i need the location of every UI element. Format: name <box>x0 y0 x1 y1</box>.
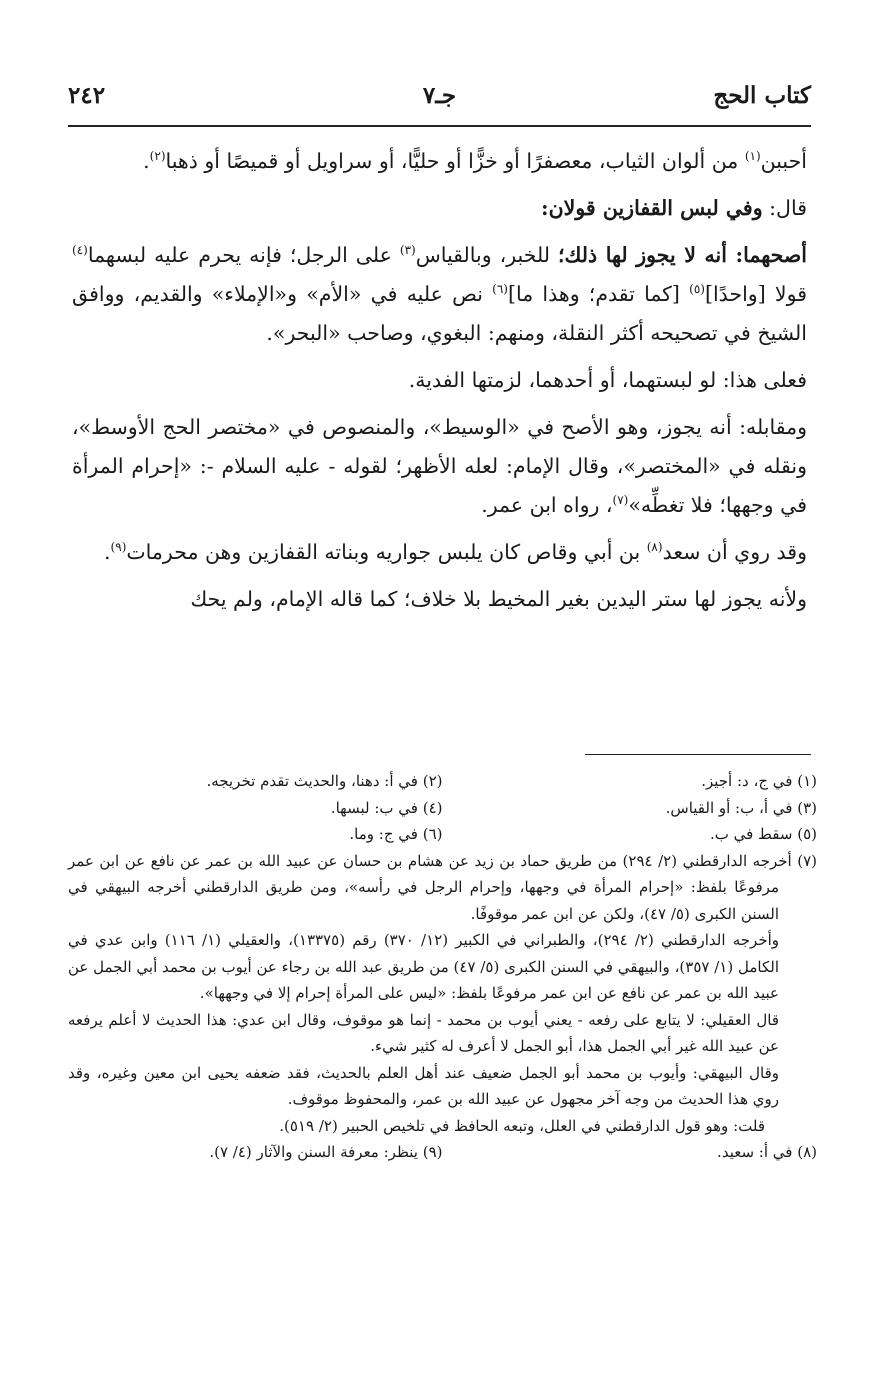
footnote-6: (٦) في ج: وما. <box>349 825 443 843</box>
footnote-separator <box>585 754 811 755</box>
section-heading: وفي لبس القفازين قولان: <box>541 196 763 220</box>
footnote-7: (٧) أخرجه الدارقطني (٢/ ٢٩٤) من طريق حماد بن زيد عن هشام بن حسان عن عبيد الله بن عمر عن نافع عن ابن عمر مرفوعًا بلفظ: «إحرام المرأة في وجهها، وإحرام الرجل في رأسه»، ومن طريق الدارقطني أخرجه البيهقي في السنن الكبرى (٥/ ٤٧)، ولكن عن ابن عمر موقوفًا. <box>68 851 817 923</box>
footnote-ref-4: (٤) <box>72 243 88 258</box>
footnote-ref-5: (٥) <box>689 282 705 297</box>
paragraph-1: أحببن$^{(١)}$ من ألوان الثياب، معصفرًا أو خزًّا أو حليًّا، أو سراويل أو قميصًا أو ذهبا$^{(٢)}$. <box>143 149 807 173</box>
footnote-2: (٢) في أ: دهنا، والحديث تقدم تخريجه. <box>206 772 443 790</box>
footnote-ref-7: (٧) <box>612 493 629 508</box>
paragraph-7: ولأنه يجوز لها ستر اليدين بغير المخيط بلا خلاف؛ كما قاله الإمام، ولم يحك <box>190 587 807 611</box>
footnote-1: (١) في ج، د: أجيز. <box>701 772 817 790</box>
header-rule <box>68 125 811 127</box>
footnote-3: (٣) في أ، ب: أو القياس. <box>665 798 817 817</box>
main-text <box>72 142 807 627</box>
footnote-4: (٤) في ب: لبسها. <box>330 798 443 817</box>
footnote-ref-6: (٦) <box>492 282 508 297</box>
footnote-ref-3: (٣) <box>399 243 416 258</box>
footnote-ref-1: (١) <box>744 149 761 164</box>
footnote-ref-9: (٩) <box>110 540 127 555</box>
footnote-ref-8: (٨) <box>646 540 663 555</box>
page-number: ٢٤٢ <box>68 82 106 109</box>
paragraph-6: وقد روي أن سعد$^{(٨)}$ بن أبي وقاص كان يلبس جواريه وبناته القفازين وهن محرمات$^{(٩)}$. <box>104 540 807 564</box>
footnotes <box>68 768 817 1166</box>
footnote-row <box>68 768 817 795</box>
footnote-9: (٩) ينظر: معرفة السنن والآثار (٤/ ٧). <box>209 1143 443 1161</box>
footnote-7-continued: وأخرجه الدارقطني (٢/ ٢٩٤)، والطبراني في الكبير (١٢/ ٣٧٠) رقم (١٣٣٧٥)، والعقيلي (١/ ١١٦) وابن عدي في الكامل (١/ ٣٥٧)، والبيهقي في السنن الكبرى (٥/ ٤٧) من طريق عبد الله بن رجاء عن أيوب بن محمد أبي الجمل عن عبيد الله بن عمر عن نافع عن ابن عمر مرفوعًا بلفظ: «ليس على المرأة إحرام إلا في وجهها». قال العقيلي: لا يتابع على رفعه - يعني أيوب بن محمد - إنما هو موقوف، وقال ابن عدي: هذا الحديث لا أعلم يرفعه عن عبيد الله غير أبي الجمل هذا، أبو الجمل لا أعرف له كثير شيء. وقال البيهقي: وأيوب بن محمد أبو الجمل ضعيف عند أهل العلم بالحديث، فقد ضعفه يحيى ابن معين وغيره، وقد روي هذا الحديث من وجه آخر مجهول عن عبيد الله بن عمر، والمحفوظ موقوف. قلت: وهو قول الدارقطني في العلل، وتبعه الحافظ في تلخيص الحبير (٢/ ٥١٩). <box>68 931 779 1135</box>
running-title: كتاب الحج <box>713 82 811 109</box>
footnote-row <box>68 821 817 848</box>
footnote-row <box>68 795 817 822</box>
footnote-ref-2: (٢) <box>149 149 166 164</box>
paragraph-3: أصحهما: أنه لا يجوز لها ذلك؛ للخبر، وبالقياس$^{(٣)}$ على الرجل؛ فإنه يحرم عليه لبسهما$^{(٤)}$ قولا [واحدًا]$^{(٥)}$ [كما تقدم؛ وهذا ما]$^{(٦)}$ نص عليه في «الأم» و«الإملاء» والقديم، ووافق الشيخ في تصحيحه أكثر النقلة، ومنهم: البغوي، وصاحب «البحر». <box>72 243 808 345</box>
page-header <box>68 80 811 120</box>
footnote-5: (٥) سقط في ب. <box>709 825 817 843</box>
footnote-8: (٨) في أ: سعيد. <box>717 1143 817 1161</box>
paragraph-2: قال: وفي لبس القفازين قولان: <box>541 196 807 220</box>
paragraph-5: ومقابله: أنه يجوز، وهو الأصح في «الوسيط»، والمنصوص في «مختصر الحج الأوسط»، ونقله في «المختصر»، وقال الإمام: لعله الأظهر؛ لقوله - عليه السلام -: «إحرام المرأة في وجهها؛ فلا تغطِّه»$^{(٧)}$، رواه ابن عمر. <box>72 415 807 517</box>
footnote-row <box>68 1139 817 1166</box>
volume-label: جـ٧ <box>422 82 457 109</box>
paragraph-4: فعلى هذا: لو لبستهما، أو أحدهما، لزمتها الفدية. <box>408 368 807 392</box>
